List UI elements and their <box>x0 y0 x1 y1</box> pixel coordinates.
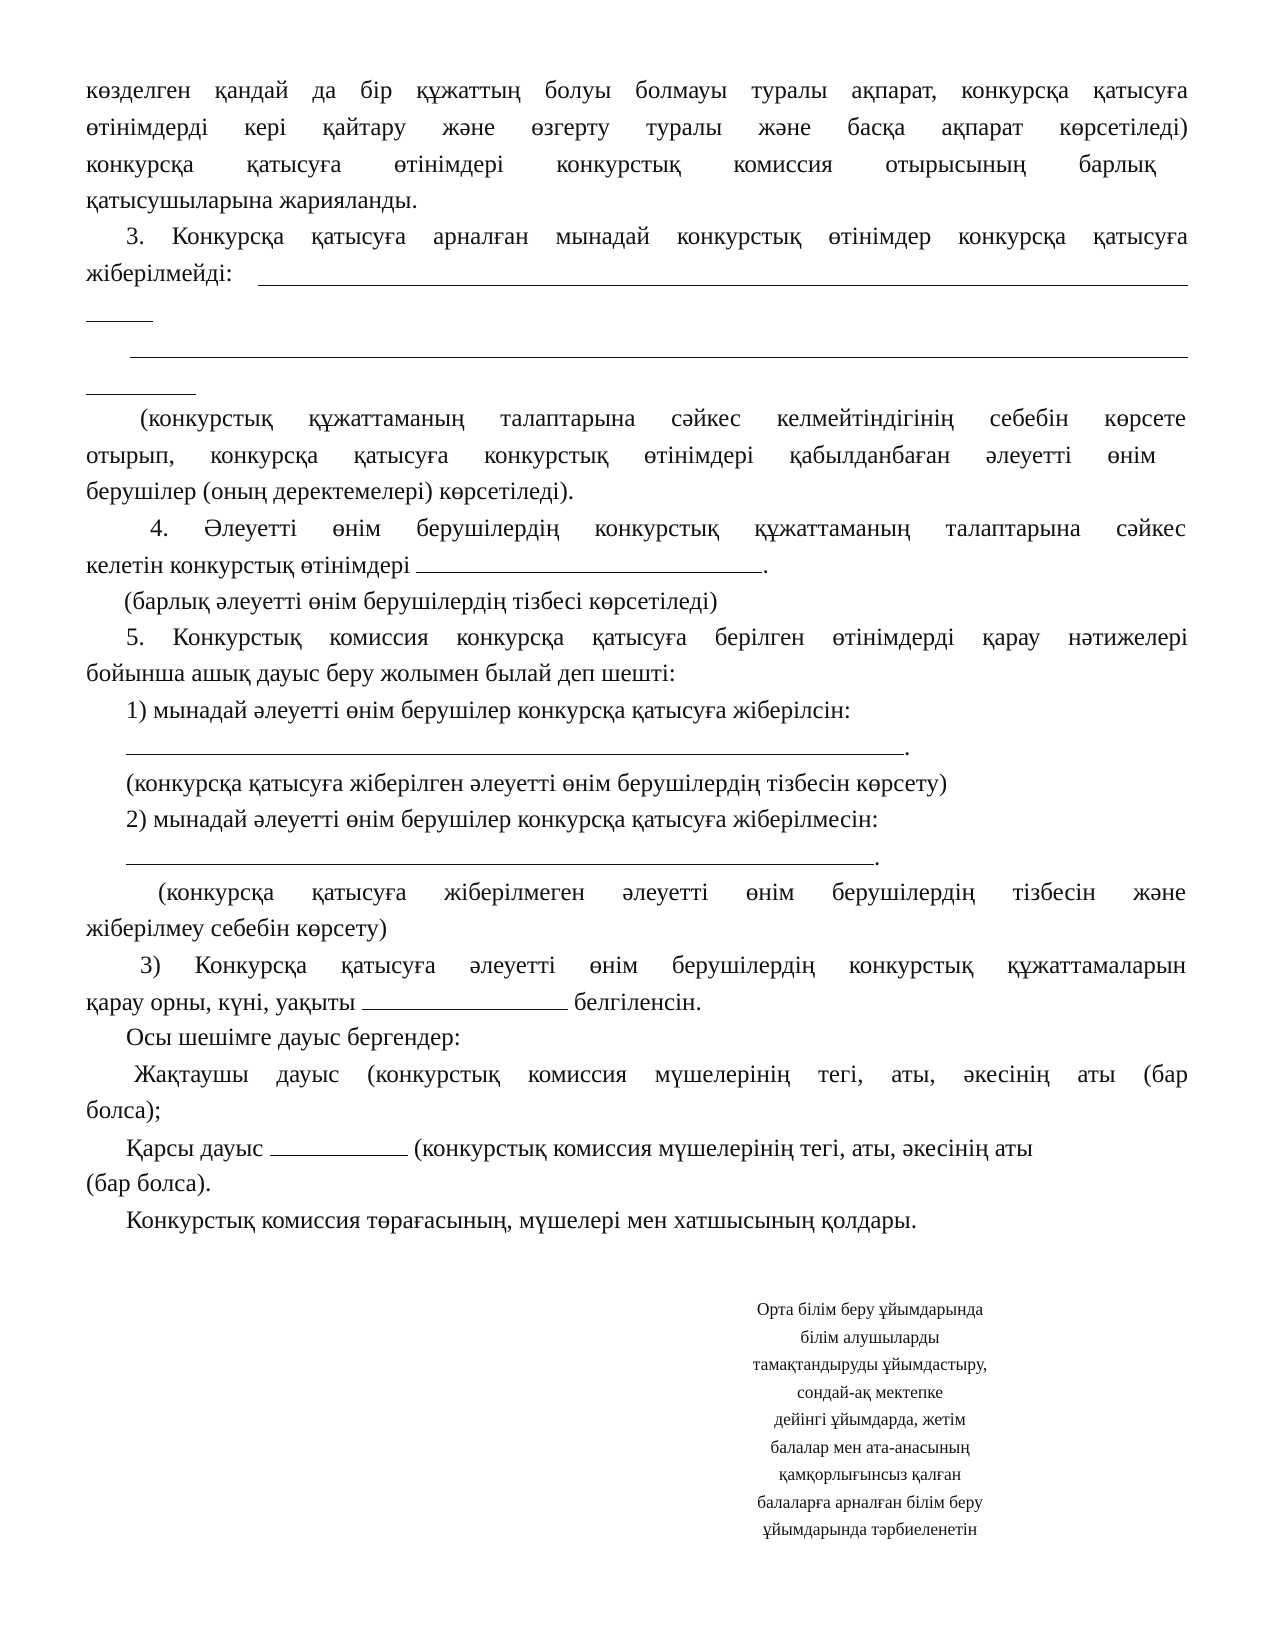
item5-sub3-line-2 <box>86 987 1188 1018</box>
item4-line-2 <box>86 550 1188 581</box>
item5-sub2-blank-line <box>126 842 1228 873</box>
item5-sub1-blank[interactable] <box>126 732 904 755</box>
votes-against-line-1 <box>126 1133 1188 1164</box>
votes-for-line-2: болса); <box>86 1097 162 1124</box>
item5-line-2: бойынша ашық дауыс беру жолымен былай деп шешті: <box>86 660 676 687</box>
item4-period: . <box>762 552 769 579</box>
votes-against-label: Қарсы дауыс <box>126 1135 264 1162</box>
votes-against-rest: (конкурстық комиссия мүшелерінің тегі, аты, әкесінің аты <box>413 1135 1033 1162</box>
item4-blank[interactable] <box>416 550 762 573</box>
annex-note-line: балалар мен ата-анасының <box>770 1436 970 1457</box>
votes-against-blank[interactable] <box>270 1133 408 1156</box>
item5-sub2-note-line-2: жіберілмеу себебін көрсету) <box>86 915 388 942</box>
item5-sub3-label: қарау орны, күні, уақыты <box>86 989 356 1016</box>
votes-against-line-2: (бар болса). <box>86 1170 212 1197</box>
item3-note-line-2: отырып, конкурсқа қатысуға конкурстық өтінімдері қабылданбаған әлеуетті өнім <box>86 442 1156 469</box>
item3-note-line-1: (конкурстық құжаттаманың талаптарына сәйкес келмейтіндігінің себебін көрсете <box>140 405 1186 432</box>
item5-sub3-end: белгіленсін. <box>573 989 702 1016</box>
intro-line-4: қатысушыларына жарияланды. <box>86 187 418 214</box>
annex-note-line: дейінгі ұйымдарда, жетім <box>774 1409 966 1429</box>
item3-note-line-3: берушілер (оның деректемелері) көрсетіледі). <box>86 478 575 505</box>
item3-blank-2-cont[interactable] <box>86 394 196 395</box>
item5-sub3-line-1: 3) Конкурсқа қатысуға әлеуетті өнім берушілердің конкурстық құжаттамаларын <box>140 952 1186 979</box>
item5-sub1-period: . <box>904 734 911 761</box>
item5-sub3-blank[interactable] <box>362 987 568 1010</box>
item3-blank-1[interactable] <box>258 285 1188 286</box>
item5-sub2-blank[interactable] <box>126 842 874 865</box>
item5-sub2-note-line-1: (конкурсқа қатысуға жіберілмеген әлеуетті өнім берушілердің тізбесін және <box>158 879 1186 906</box>
item3-blank-1-cont[interactable] <box>86 321 153 322</box>
votes-heading: Осы шешімге дауыс бергендер: <box>126 1024 461 1051</box>
item4-note: (барлық әлеуетті өнім берушілердің тізбесі көрсетіледі) <box>124 588 718 615</box>
item3-line-1: 3. Конкурсқа қатысуға арналған мынадай конкурстық өтінімдер конкурсқа қатысуға <box>126 223 1188 250</box>
item5-sub2-text: 2) мынадай әлеуетті өнім берушілер конкурсқа қатысуға жіберілмесін: <box>126 806 879 833</box>
intro-line-1: көзделген қандай да бір құжаттың болуы болмауы туралы ақпарат, конкурсқа қатысуға <box>86 77 1188 104</box>
item5-sub2-period: . <box>874 844 881 871</box>
annex-note-line: қамқорлығынсыз қалған <box>778 1464 962 1484</box>
item5-sub1-note: (конкурсқа қатысуға жіберілген әлеуетті өнім берушілердің тізбесін көрсету) <box>126 770 948 797</box>
annex-note-line: ұйымдарында тәрбиеленетін <box>762 1519 978 1539</box>
item3-label: жіберілмейді: <box>86 260 233 287</box>
intro-line-3: конкурсқа қатысуға өтінімдері конкурстық комиссия отырысының барлық <box>86 151 1156 178</box>
item5-sub1-blank-line <box>126 732 1228 763</box>
annex-note-line: тамақтандыруды ұйымдастыру, <box>752 1354 988 1374</box>
item5-line-1: 5. Конкурстық комиссия конкурсқа қатысуға берілген өтінімдерді қарау нәтижелері <box>126 624 1188 651</box>
annex-note-line: Орта білім беру ұйымдарында <box>756 1299 984 1319</box>
item4-label: келетін конкурстық өтінімдері <box>86 552 411 579</box>
item4-line-1: 4. Әлеуетті өнім берушілердің конкурстық құжаттаманың талаптарына сәйкес <box>150 515 1186 542</box>
signatures-line: Конкурстық комиссия төрағасының, мүшелері мен хатшысының қолдары. <box>126 1207 917 1234</box>
annex-note <box>700 1296 1040 1544</box>
votes-for-line-1: Жақтаушы дауыс (конкурстық комиссия мүшелерінің тегі, аты, әкесінің аты (бар <box>134 1061 1188 1088</box>
item5-sub1-text: 1) мынадай әлеуетті өнім берушілер конкурсқа қатысуға жіберілсін: <box>126 697 851 724</box>
item3-blank-2[interactable] <box>130 357 1188 358</box>
intro-line-2: өтінімдерді кері қайтару және өзгерту туралы және басқа ақпарат көрсетіледі) <box>86 114 1188 141</box>
annex-note-line: білім алушыларды <box>800 1326 940 1347</box>
annex-note-line: балаларға арналған білім беру <box>757 1491 983 1512</box>
annex-note-line: сондай-ақ мектепке <box>796 1381 944 1402</box>
